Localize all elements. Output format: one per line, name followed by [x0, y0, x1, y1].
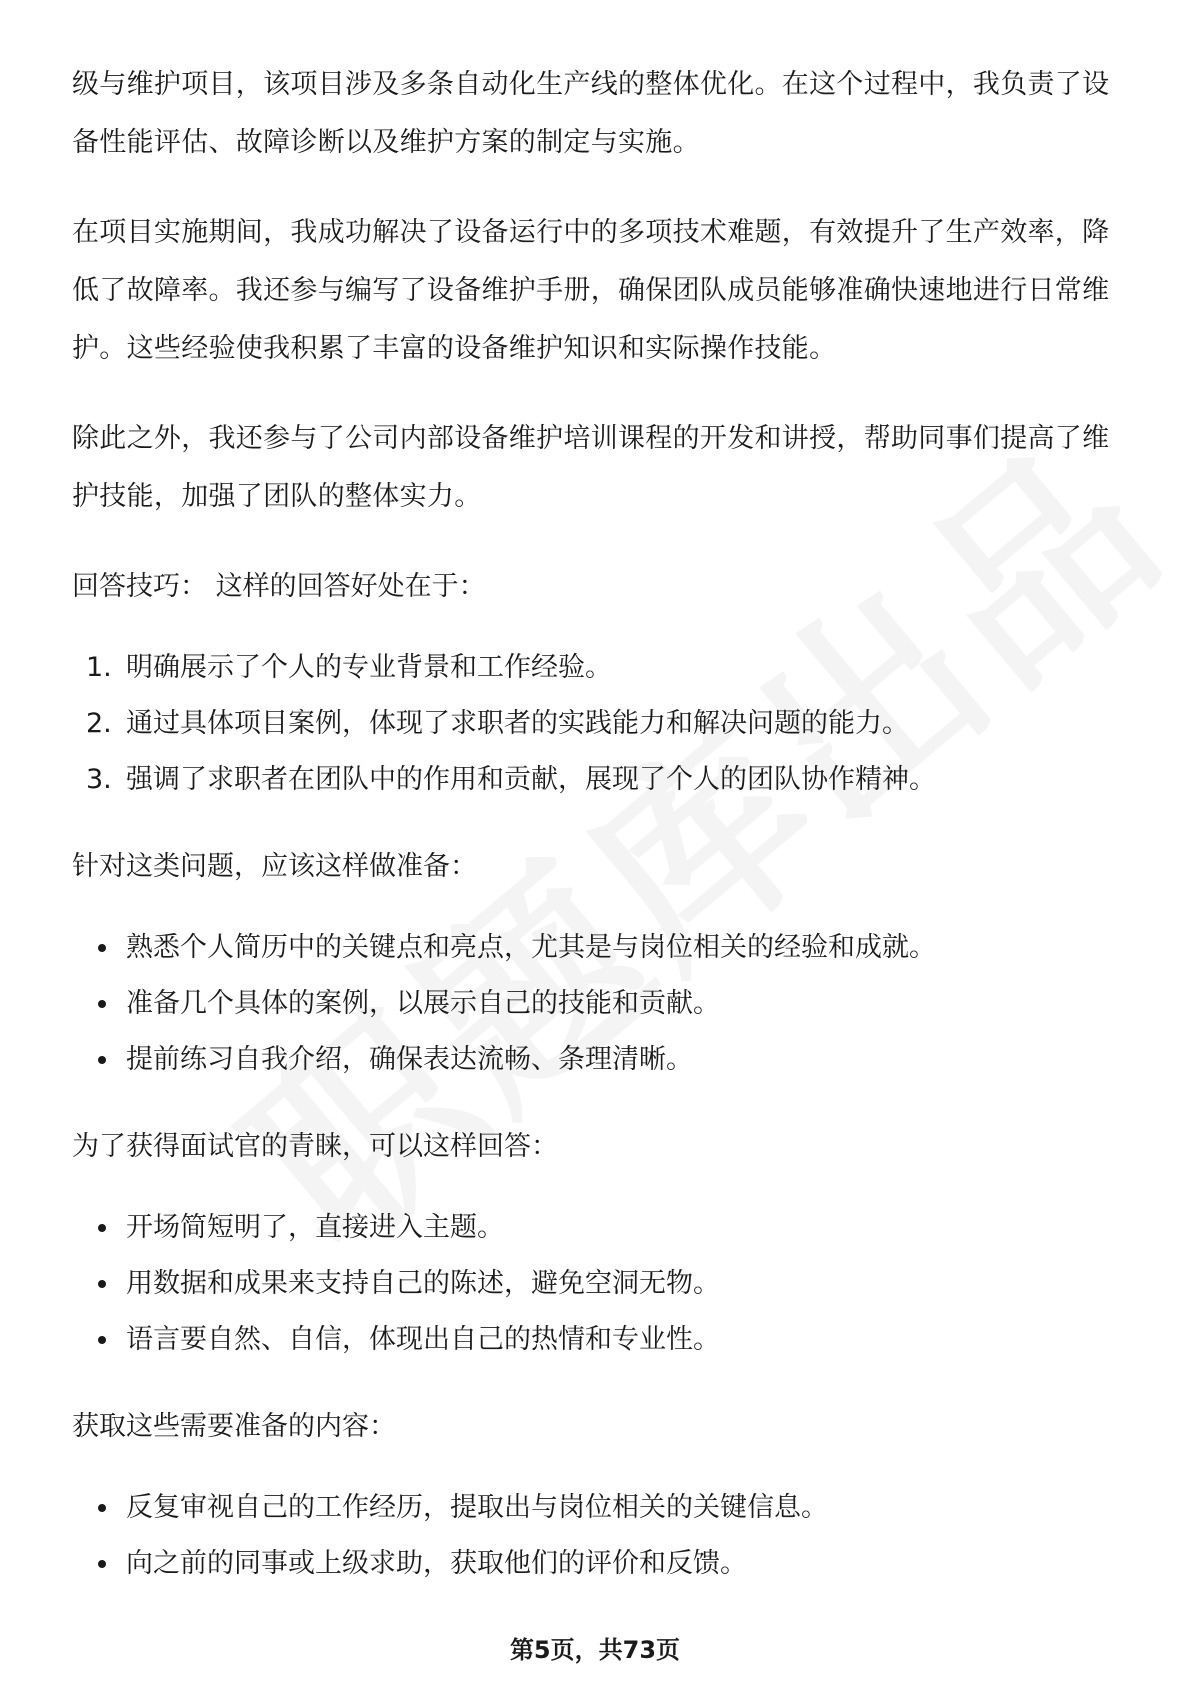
page-number: 第5页，共73页	[509, 1636, 681, 1664]
list-item-text: 向之前的同事或上级求助，获取他们的评价和反馈。	[126, 1548, 747, 1579]
list-item-text: 开场简短明了，直接进入主题。	[126, 1212, 504, 1243]
list-item-text: 语言要自然、自信，体现出自己的热情和专业性。	[126, 1324, 720, 1355]
list-item	[72, 1536, 1122, 1592]
list-item-text: 强调了求职者在团队中的作用和贡献，展现了个人的团队协作精神。	[126, 764, 936, 795]
prepare-list	[72, 920, 1122, 1088]
bullet-icon	[98, 1560, 106, 1568]
list-item	[72, 1200, 1122, 1256]
list-item	[72, 640, 1122, 696]
obtain-list	[72, 1480, 1122, 1592]
list-item-text: 熟悉个人简历中的关键点和亮点，尤其是与岗位相关的经验和成就。	[126, 932, 936, 963]
bullet-icon	[98, 1000, 106, 1008]
tips-heading: 回答技巧： 这样的回答好处在于：	[72, 571, 486, 602]
bullet-icon	[98, 1504, 106, 1512]
list-item-text: 反复审视自己的工作经历，提取出与岗位相关的关键信息。	[126, 1492, 828, 1523]
bullet-icon	[98, 1336, 106, 1344]
list-item	[72, 1256, 1122, 1312]
list-item	[72, 1032, 1122, 1088]
list-item-text: 明确展示了个人的专业背景和工作经验。	[126, 652, 612, 683]
obtain-heading: 获取这些需要准备的内容：	[72, 1411, 396, 1442]
list-item	[72, 1312, 1122, 1368]
list-item	[72, 920, 1122, 976]
list-item	[72, 1480, 1122, 1536]
prepare-heading: 针对这类问题，应该这样做准备：	[72, 851, 477, 882]
list-item-text: 通过具体项目案例，体现了求职者的实践能力和解决问题的能力。	[126, 708, 909, 739]
list-item-text: 准备几个具体的案例，以展示自己的技能和贡献。	[126, 988, 720, 1019]
paragraph: 级与维护项目，该项目涉及多条自动化生产线的整体优化。在这个过程中，我负责了设备性能评估、故障诊断以及维护方案的制定与实施。	[72, 69, 1110, 158]
list-number: 3.	[86, 764, 112, 795]
paragraph: 在项目实施期间，我成功解决了设备运行中的多项技术难题，有效提升了生产效率，降低了故障率。我还参与编写了设备维护手册，确保团队成员能够准确快速地进行日常维护。这些经验使我积累了丰富的设备维护知识和实际操作技能。	[72, 217, 1110, 364]
bullet-icon	[98, 944, 106, 952]
list-number: 1.	[86, 652, 112, 683]
bullet-icon	[98, 1280, 106, 1288]
list-number: 2.	[86, 708, 112, 739]
impress-list	[72, 1200, 1122, 1368]
list-item	[72, 696, 1122, 752]
bullet-icon	[98, 1056, 106, 1064]
list-item	[72, 976, 1122, 1032]
list-item	[72, 752, 1122, 808]
tips-list	[72, 640, 1122, 808]
impress-heading: 为了获得面试官的青睐，可以这样回答：	[72, 1131, 558, 1162]
list-item-text: 提前练习自我介绍，确保表达流畅、条理清晰。	[126, 1044, 693, 1075]
document-body	[72, 56, 1122, 1622]
list-item-text: 用数据和成果来支持自己的陈述，避免空洞无物。	[126, 1268, 720, 1299]
bullet-icon	[98, 1224, 106, 1232]
paragraph: 除此之外，我还参与了公司内部设备维护培训课程的开发和讲授，帮助同事们提高了维护技能，加强了团队的整体实力。	[72, 423, 1110, 512]
